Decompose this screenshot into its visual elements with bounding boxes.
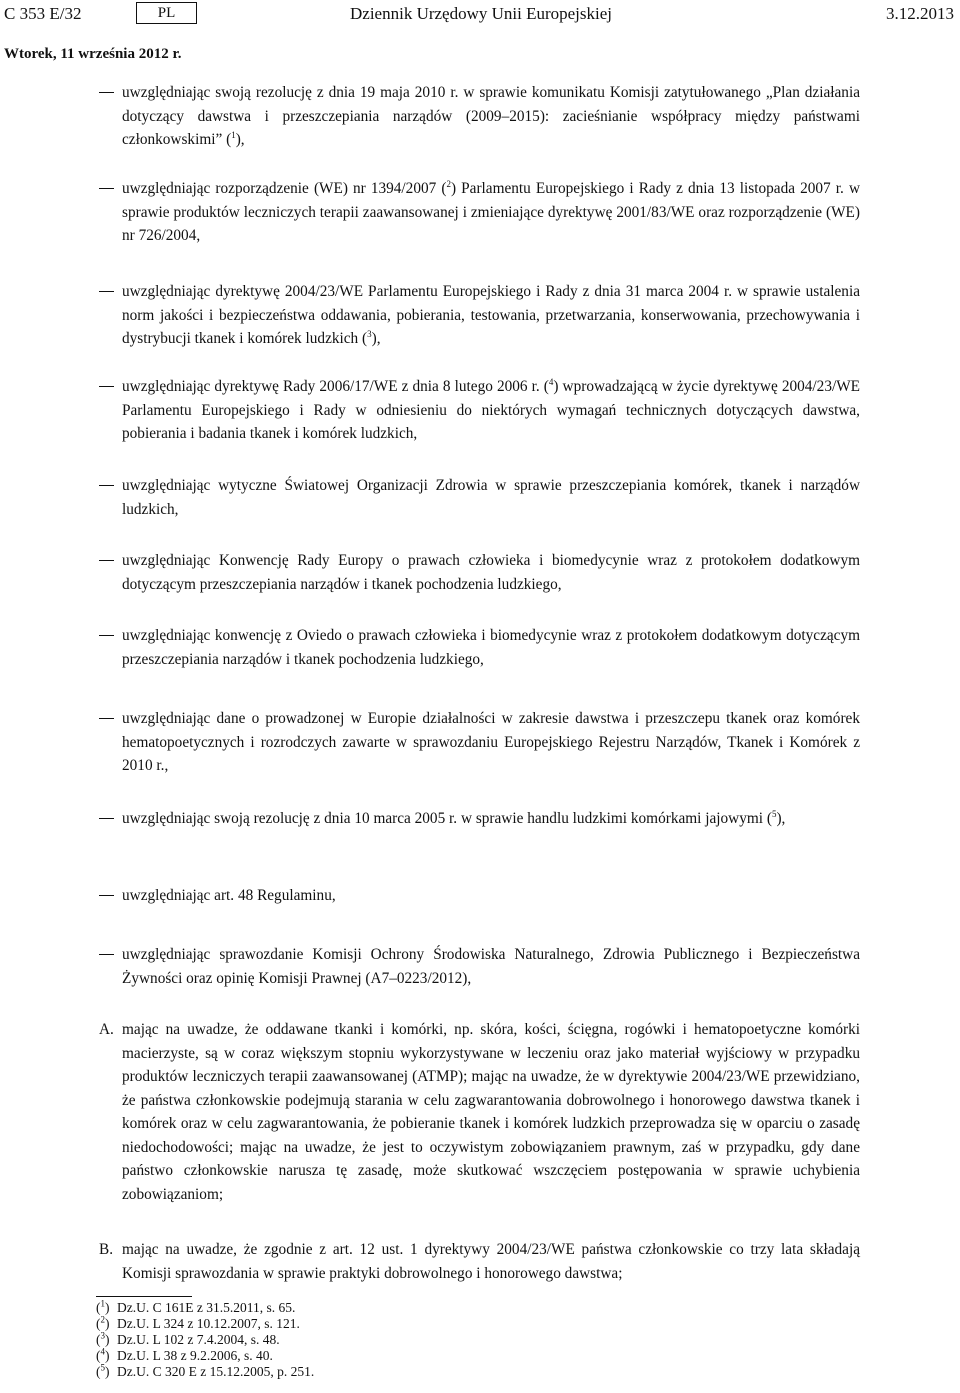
dash-marker [99, 188, 114, 189]
citation-text: uwzględniając Konwencję Rady Europy o prawach człowieka i biomedycynie wraz z protokołem dodatkowym dotyczącym przeszczepiania narządów i tkanek pochodzenia ludzkiego, [122, 552, 860, 593]
footnote-text: Dz.U. L 102 z 7.4.2004, s. 48. [117, 1332, 280, 1348]
citation-text: uwzględniając art. 48 Regulaminu, [122, 887, 336, 904]
dash-marker [99, 560, 114, 561]
footnote-item [96, 1332, 314, 1348]
footnote-item [96, 1316, 314, 1332]
footnote-item [96, 1364, 314, 1380]
footnote-item [96, 1348, 314, 1364]
citation-item [0, 943, 960, 990]
dash-marker [99, 895, 114, 896]
citation-text: uwzględniając swoją rezolucję z dnia 10 marca 2005 r. w sprawie handlu ludzkimi komórkami jajowymi ($^5$), [122, 808, 786, 827]
publication-date: 3.12.2013 [886, 4, 954, 23]
citation-item [0, 375, 960, 446]
dash-marker [99, 485, 114, 486]
citation-text: uwzględniając rozporządzenie (WE) nr 1394/2007 ($^2$) Parlamentu Europejskiego i Rady z dnia 13 listopada 2007 r. w sprawie produktów leczniczych terapii zaawansowanej i zmieniające dyrektywę 2001/83/WE oraz rozporządzenie (WE) nr 726/2004, [122, 178, 861, 244]
recital-text: mając na uwadze, że oddawane tkanki i komórki, np. skóra, kości, ścięgna, rogówki i hematopoetyczne komórki macierzyste, są w coraz większym stopniu wykorzystywane w leczeniu oraz jako materiał wyjściowy w przypadku produktów leczniczych terapii zaawansowanej (ATMP); mając na uwadze, że w dyrektywie 2004/23/WE przewidziano, że państwa członkowskie podejmują starania w celu zagwarantowania dobrowolnego i honorowego dawstwa tkanek i komórek oraz w celu zagwarantowania, że pobieranie tkanek i komórek ludzkich przeprowadza się w oparciu o zasadę niedochodowości; mając na uwadze, że jest to oczywistym zobowiązaniem prawnym, zaś w przypadku, gdy dane państwo członkowskie narusza tę zasadę, może skutkować wszczęciem postępowania w sprawie uchybienia zobowiązaniom; [122, 1021, 860, 1203]
language-badge: PL [136, 2, 197, 24]
citation-text: uwzględniając dyrektywę 2004/23/WE Parlamentu Europejskiego i Rady z dnia 31 marca 2004 r. w sprawie ustalenia norm jakości i bezpieczeństwa oddawania, pobierania, testowania, przetwarzania, konserwowania, przechowywania i dystrybucji tkanek i komórek ludzkich ($^3$), [122, 283, 860, 347]
footnote-item [96, 1300, 314, 1316]
recital-item [0, 1018, 960, 1206]
recital-letter: B. [99, 1241, 114, 1258]
footnote-mark: ($^3$) [96, 1330, 110, 1348]
dash-marker [99, 818, 114, 819]
sitting-date: Wtorek, 11 września 2012 r. [4, 46, 182, 62]
recital-text: mając na uwadze, że zgodnie z art. 12 ust. 1 dyrektywy 2004/23/WE państwa członkowskie co trzy lata składają Komisji sprawozdania w sprawie praktyki dobrowolnego i honorowego dawstwa; [122, 1241, 860, 1282]
footnote-mark: ($^1$) [96, 1298, 110, 1315]
citation-text: uwzględniając dane o prowadzonej w Europie działalności w zakresie dawstwa i przeszczepu tkanek oraz komórek hematopoetycznych i rozrodczych zawarte w sprawozdaniu Europejskiego Rejestru Narządów, Tkanek i Komórek z 2010 r., [122, 710, 860, 774]
citation-text: uwzględniając wytyczne Światowej Organizacji Zdrowia w sprawie przeszczepiania komórek, tkanek i narządów ludzkich, [122, 477, 860, 518]
footnote-divider [96, 1296, 192, 1297]
footnote-text: Dz.U. C 320 E z 15.12.2005, p. 251. [117, 1364, 315, 1380]
page-header [0, 2, 960, 26]
citation-item [0, 807, 960, 831]
footnote-text: Dz.U. L 38 z 9.2.2006, s. 40. [117, 1348, 273, 1364]
citation-item [0, 177, 960, 248]
citation-item [0, 884, 960, 908]
journal-title: Dziennik Urzędowy Unii Europejskiej [350, 4, 613, 23]
citation-item [0, 474, 960, 521]
footnotes [96, 1300, 314, 1380]
footnote-mark: ($^5$) [96, 1362, 110, 1380]
citation-text: uwzględniając sprawozdanie Komisji Ochrony Środowiska Naturalnego, Zdrowia Publicznego i Bezpieczeństwa Żywności oraz opinię Komisji Prawnej (A7–0223/2012), [122, 946, 860, 987]
dash-marker [99, 386, 114, 387]
citation-text: uwzględniając konwencję z Oviedo o prawach człowieka i biomedycynie wraz z protokołem dodatkowym dotyczącym przeszczepiania narządów i tkanek pochodzenia ludzkiego, [122, 627, 860, 668]
citation-text: uwzględniając swoją rezolucję z dnia 19 maja 2010 r. w sprawie komunikatu Komisji zatytułowanego „Plan działania dotyczący dawstwa i przeszczepiania narządów (2009–2015): zacieśnianie współpracy między państwami członkowskimi” ($^1$), [122, 84, 860, 148]
citation-item [0, 81, 960, 152]
recital-letter: A. [99, 1021, 114, 1038]
citation-item [0, 280, 960, 351]
footnote-mark: ($^4$) [96, 1346, 110, 1364]
citation-item [0, 549, 960, 596]
dash-marker [99, 718, 114, 719]
dash-marker [99, 954, 114, 955]
citation-text: uwzględniając dyrektywę Rady 2006/17/WE z dnia 8 lutego 2006 r. ($^4$) wprowadzającą w życie dyrektywę 2004/23/WE Parlamentu Europejskiego i Rady w odniesieniu do niektórych wymagań technicznych dotyczących dawstwa, pobierania i badania tkanek i komórek ludzkich, [122, 376, 860, 442]
dash-marker [99, 92, 114, 93]
footnote-text: Dz.U. L 324 z 10.12.2007, s. 121. [117, 1316, 300, 1332]
dash-marker [99, 635, 114, 636]
footnote-text: Dz.U. C 161E z 31.5.2011, s. 65. [117, 1300, 296, 1315]
dash-marker [99, 291, 114, 292]
page-reference: C 353 E/32 [4, 4, 82, 23]
recital-item [0, 1238, 960, 1285]
citation-item [0, 707, 960, 778]
citation-item [0, 624, 960, 671]
footnote-mark: ($^2$) [96, 1314, 110, 1332]
